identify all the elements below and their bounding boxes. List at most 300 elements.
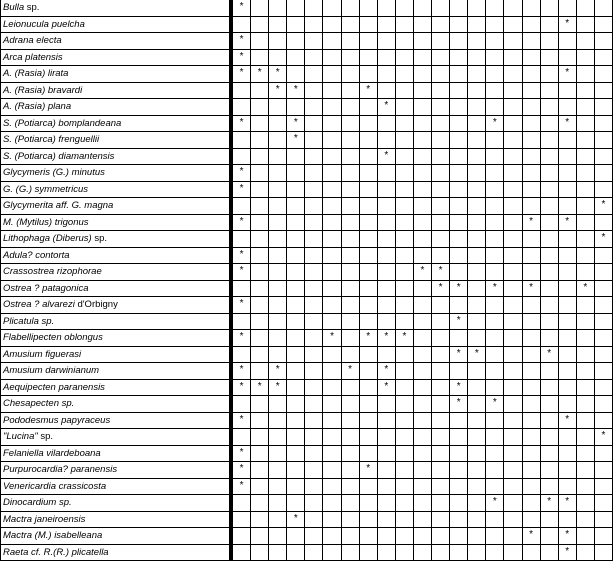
- occurrence-cell: [251, 413, 269, 429]
- occurrence-cell: [305, 363, 323, 379]
- occurrence-cell: [269, 198, 287, 214]
- taxon-name-text: Crassostrea rizophorae: [3, 266, 102, 277]
- taxon-name-text: Glycymerita aff. G. magna: [3, 200, 114, 211]
- occurrence-cell: [595, 512, 613, 528]
- occurrence-cell: [360, 248, 378, 264]
- occurrence-cell: [323, 396, 341, 412]
- occurrence-cell: [541, 479, 559, 495]
- occurrence-cell: [577, 462, 595, 478]
- taxon-name-text: A. (Rasia) bravardi: [3, 84, 83, 96]
- occurrence-cell: [541, 330, 559, 346]
- occurrence-cell: [342, 0, 360, 16]
- occurrence-cell: [323, 446, 341, 462]
- occurrence-cell: [360, 165, 378, 181]
- occurrence-cell: [504, 396, 522, 412]
- occurrence-cell: [323, 528, 341, 544]
- occurrence-cell: [251, 33, 269, 49]
- occurrence-cell: [414, 248, 432, 264]
- occurrence-cell: [577, 17, 595, 33]
- occurrence-cell: [468, 83, 486, 99]
- occurrence-cell: [287, 182, 305, 198]
- occurrence-cell: [396, 50, 414, 66]
- taxon-name: [0, 132, 229, 148]
- occurrence-cell: [541, 132, 559, 148]
- occurrence-cell: [251, 231, 269, 247]
- occurrence-cell: [450, 50, 468, 66]
- occurrence-cell: [486, 545, 504, 561]
- occurrence-cell: [378, 198, 396, 214]
- occurrence-cell: [233, 347, 251, 363]
- occurrence-mark: *: [233, 182, 251, 198]
- taxon-name: [0, 182, 229, 198]
- occurrence-cell: [396, 314, 414, 330]
- occurrence-cell: [269, 0, 287, 16]
- occurrence-cell: [595, 396, 613, 412]
- occurrence-cell: [541, 528, 559, 544]
- occurrence-cell: [287, 264, 305, 280]
- occurrence-cell: [233, 429, 251, 445]
- occurrence-cell: [577, 50, 595, 66]
- occurrence-cell: [342, 330, 360, 346]
- occurrence-cell: [251, 396, 269, 412]
- occurrence-cell: [323, 545, 341, 561]
- occurrence-cell: [378, 116, 396, 132]
- taxon-name-text: Felaniella vilardeboana: [3, 447, 101, 459]
- occurrence-cell: [233, 99, 251, 115]
- occurrence-cell: [432, 429, 450, 445]
- occurrence-cell: [541, 50, 559, 66]
- occurrence-cell: [577, 132, 595, 148]
- occurrence-cell: [468, 380, 486, 396]
- occurrence-cell: [432, 545, 450, 561]
- occurrence-cell: [504, 528, 522, 544]
- occurrence-mark: *: [287, 512, 305, 528]
- occurrence-mark: *: [559, 17, 577, 33]
- occurrence-cell: [287, 462, 305, 478]
- occurrence-cell: [523, 429, 541, 445]
- occurrence-cell: [523, 66, 541, 82]
- occurrence-cell: [287, 149, 305, 165]
- occurrence-cell: [468, 429, 486, 445]
- occurrence-cell: [432, 231, 450, 247]
- taxon-name-text: Plicatula sp.: [3, 315, 55, 327]
- occurrence-cell: [269, 396, 287, 412]
- occurrence-cell: [559, 429, 577, 445]
- occurrence-cell: [251, 297, 269, 313]
- occurrence-mark: *: [233, 297, 251, 313]
- occurrence-cell: [559, 446, 577, 462]
- occurrence-cell: [342, 281, 360, 297]
- occurrence-mark: *: [378, 99, 396, 115]
- occurrence-cell: [450, 528, 468, 544]
- occurrence-cell: [468, 281, 486, 297]
- occurrence-cell: [305, 0, 323, 16]
- occurrence-cell: [342, 149, 360, 165]
- occurrence-cell: [269, 132, 287, 148]
- taxon-name-suffix: d'Orbigny: [74, 299, 118, 310]
- occurrence-cell: [269, 462, 287, 478]
- taxon-name: [0, 446, 229, 462]
- occurrence-cell: [342, 66, 360, 82]
- table-row: [0, 83, 613, 100]
- occurrence-cell: [360, 231, 378, 247]
- occurrence-cell: [323, 512, 341, 528]
- table-row: [0, 17, 613, 34]
- occurrence-cell: [251, 528, 269, 544]
- occurrence-cell: [504, 182, 522, 198]
- occurrence-cell: [468, 528, 486, 544]
- occurrence-cell: [323, 149, 341, 165]
- occurrence-cell: [486, 330, 504, 346]
- occurrence-cell: [414, 545, 432, 561]
- occurrence-cell: [414, 429, 432, 445]
- occurrence-cell: [378, 248, 396, 264]
- occurrence-cell: [559, 462, 577, 478]
- occurrence-cell: [541, 297, 559, 313]
- occurrence-cell: [342, 396, 360, 412]
- table-row: [0, 314, 613, 331]
- table-row: [0, 462, 613, 479]
- taxon-name: [0, 215, 229, 231]
- occurrence-cell: [468, 248, 486, 264]
- occurrence-cell: [323, 198, 341, 214]
- taxon-name-text: Dinocardium sp.: [3, 497, 72, 508]
- occurrence-cell: [323, 429, 341, 445]
- occurrence-cell: [342, 231, 360, 247]
- taxon-name-text: A. (Rasia) plana: [3, 101, 72, 112]
- occurrence-cell: [432, 33, 450, 49]
- occurrence-cell: [595, 83, 613, 99]
- occurrence-cell: [504, 479, 522, 495]
- occurrence-cell: [396, 281, 414, 297]
- table-row: [0, 446, 613, 463]
- occurrence-cell: [559, 380, 577, 396]
- occurrence-mark: *: [251, 380, 269, 396]
- occurrence-cell: [504, 66, 522, 82]
- occurrence-cell: [305, 99, 323, 115]
- occurrence-cell: [305, 132, 323, 148]
- occurrence-cell: [378, 429, 396, 445]
- occurrence-cell: [378, 396, 396, 412]
- occurrence-cell: [559, 231, 577, 247]
- occurrence-cell: [541, 462, 559, 478]
- occurrence-cell: [450, 66, 468, 82]
- occurrence-cell: [577, 198, 595, 214]
- occurrence-cell: [323, 347, 341, 363]
- occurrence-cell: [414, 215, 432, 231]
- occurrence-cell: [305, 215, 323, 231]
- occurrence-cell: [432, 413, 450, 429]
- occurrence-cell: [287, 413, 305, 429]
- occurrence-cell: [396, 363, 414, 379]
- occurrence-cell: [396, 99, 414, 115]
- occurrence-cell: [541, 264, 559, 280]
- occurrence-cell: [577, 429, 595, 445]
- occurrence-cell: [504, 413, 522, 429]
- occurrence-cell: [305, 446, 323, 462]
- occurrence-cell: [269, 231, 287, 247]
- occurrence-cell: [541, 545, 559, 561]
- occurrence-cell: [269, 165, 287, 181]
- table-row: [0, 50, 613, 67]
- occurrence-cell: [414, 17, 432, 33]
- occurrence-cell: [595, 182, 613, 198]
- occurrence-mark: *: [432, 264, 450, 280]
- taxon-name-text: Amusium figuerasi: [3, 348, 82, 360]
- occurrence-cell: [559, 33, 577, 49]
- occurrence-cell: [251, 347, 269, 363]
- taxon-name: [0, 264, 229, 280]
- occurrence-cell: [396, 462, 414, 478]
- occurrence-cell: [432, 17, 450, 33]
- table-row: [0, 330, 613, 347]
- occurrence-cell: [360, 363, 378, 379]
- occurrence-cell: [378, 528, 396, 544]
- occurrence-cell: [251, 446, 269, 462]
- occurrence-cell: [486, 380, 504, 396]
- occurrence-cell: [233, 17, 251, 33]
- occurrence-mark: *: [233, 33, 251, 49]
- occurrence-cell: [287, 215, 305, 231]
- occurrence-cell: [378, 413, 396, 429]
- occurrence-cell: [323, 66, 341, 82]
- occurrence-cell: [396, 413, 414, 429]
- occurrence-cell: [414, 495, 432, 511]
- occurrence-cell: [305, 248, 323, 264]
- occurrence-cell: [414, 413, 432, 429]
- occurrence-cell: [342, 50, 360, 66]
- occurrence-mark: *: [432, 281, 450, 297]
- occurrence-cell: [486, 446, 504, 462]
- occurrence-cell: [468, 198, 486, 214]
- occurrence-cell: [486, 512, 504, 528]
- occurrence-cell: [342, 413, 360, 429]
- taxon-name: [0, 297, 229, 313]
- occurrence-cell: [468, 396, 486, 412]
- occurrence-mark: *: [269, 66, 287, 82]
- occurrence-cell: [486, 198, 504, 214]
- occurrence-cell: [486, 462, 504, 478]
- occurrence-cell: [396, 33, 414, 49]
- occurrence-cell: [269, 528, 287, 544]
- occurrence-cell: [468, 446, 486, 462]
- occurrence-cell: [541, 281, 559, 297]
- occurrence-cell: [504, 297, 522, 313]
- occurrence-cell: [287, 99, 305, 115]
- table-row: [0, 165, 613, 182]
- occurrence-cell: [342, 462, 360, 478]
- occurrence-cell: [504, 149, 522, 165]
- occurrence-cell: [450, 99, 468, 115]
- occurrence-cell: [287, 396, 305, 412]
- occurrence-cell: [541, 429, 559, 445]
- table-row: [0, 215, 613, 232]
- table-row: [0, 248, 613, 265]
- occurrence-mark: *: [486, 116, 504, 132]
- taxon-name-text: Mactra janeiroensis: [3, 513, 86, 525]
- occurrence-cell: [595, 314, 613, 330]
- occurrence-cell: [305, 429, 323, 445]
- taxon-name-suffix: sp.: [24, 2, 40, 13]
- occurrence-cell: [305, 83, 323, 99]
- occurrence-mark: *: [450, 314, 468, 330]
- occurrence-cell: [414, 281, 432, 297]
- occurrence-cell: [323, 413, 341, 429]
- occurrence-cell: [541, 363, 559, 379]
- occurrence-cell: [577, 231, 595, 247]
- table-row: [0, 198, 613, 215]
- occurrence-cell: [287, 281, 305, 297]
- table-row: [0, 0, 613, 17]
- occurrence-cell: [305, 314, 323, 330]
- occurrence-mark: *: [595, 198, 613, 214]
- occurrence-mark: *: [269, 83, 287, 99]
- occurrence-cell: [486, 528, 504, 544]
- occurrence-cell: [450, 83, 468, 99]
- taxon-name-text: Ostrea ? patagonica: [3, 282, 89, 294]
- occurrence-mark: *: [559, 495, 577, 511]
- taxon-name: [0, 479, 229, 495]
- occurrence-cell: [523, 116, 541, 132]
- occurrence-cell: [378, 314, 396, 330]
- occurrence-cell: [360, 66, 378, 82]
- occurrence-cell: [414, 182, 432, 198]
- occurrence-cell: [450, 17, 468, 33]
- taxon-name: [0, 116, 229, 132]
- occurrence-cell: [233, 495, 251, 511]
- occurrence-cell: [305, 512, 323, 528]
- occurrence-mark: *: [378, 149, 396, 165]
- taxon-name-text: M. (Mytilus) trigonus: [3, 216, 89, 228]
- occurrence-cell: [595, 116, 613, 132]
- occurrence-cell: [251, 215, 269, 231]
- occurrence-cell: [360, 314, 378, 330]
- occurrence-cell: [396, 264, 414, 280]
- occurrence-cell: [396, 545, 414, 561]
- occurrence-cell: [432, 83, 450, 99]
- occurrence-cell: [450, 149, 468, 165]
- occurrence-cell: [360, 429, 378, 445]
- occurrence-cell: [432, 462, 450, 478]
- occurrence-cell: [269, 215, 287, 231]
- occurrence-cell: [523, 132, 541, 148]
- occurrence-cell: [323, 248, 341, 264]
- occurrence-cell: [305, 50, 323, 66]
- occurrence-cell: [523, 231, 541, 247]
- occurrence-cell: [396, 149, 414, 165]
- occurrence-cell: [541, 215, 559, 231]
- occurrence-cell: [342, 33, 360, 49]
- occurrence-mark: *: [233, 215, 251, 231]
- occurrence-cell: [378, 182, 396, 198]
- occurrence-cell: [251, 330, 269, 346]
- taxon-name-suffix: sp.: [37, 431, 54, 442]
- occurrence-cell: [432, 314, 450, 330]
- occurrence-cell: [360, 281, 378, 297]
- occurrence-cell: [360, 528, 378, 544]
- occurrence-cell: [577, 330, 595, 346]
- occurrence-cell: [251, 281, 269, 297]
- occurrence-mark: *: [287, 116, 305, 132]
- occurrence-cell: [360, 50, 378, 66]
- occurrence-cell: [595, 50, 613, 66]
- occurrence-cell: [342, 528, 360, 544]
- occurrence-cell: [323, 17, 341, 33]
- occurrence-cell: [559, 330, 577, 346]
- occurrence-cell: [305, 495, 323, 511]
- occurrence-cell: [432, 50, 450, 66]
- occurrence-cell: [269, 314, 287, 330]
- occurrence-cell: [504, 99, 522, 115]
- occurrence-cell: [360, 512, 378, 528]
- occurrence-cell: [323, 83, 341, 99]
- occurrence-cell: [577, 512, 595, 528]
- taxon-name-text: S. (Potiarca) frenguellii: [3, 134, 100, 145]
- taxon-name: [0, 33, 229, 49]
- table-row: [0, 380, 613, 397]
- occurrence-mark: *: [559, 66, 577, 82]
- occurrence-cell: [323, 0, 341, 16]
- occurrence-cell: [251, 363, 269, 379]
- occurrence-cell: [269, 264, 287, 280]
- table-row: [0, 347, 613, 364]
- occurrence-cell: [504, 545, 522, 561]
- taxon-name-text: Venericardia crassicosta: [3, 480, 107, 492]
- occurrence-cell: [450, 429, 468, 445]
- taxon-name-text: Chesapecten sp.: [3, 398, 75, 409]
- occurrence-cell: [523, 380, 541, 396]
- occurrence-cell: [450, 132, 468, 148]
- occurrence-cell: [414, 231, 432, 247]
- occurrence-cell: [577, 33, 595, 49]
- occurrence-cell: [541, 446, 559, 462]
- occurrence-cell: [432, 297, 450, 313]
- occurrence-cell: [323, 33, 341, 49]
- occurrence-cell: [360, 413, 378, 429]
- occurrence-mark: *: [233, 413, 251, 429]
- occurrence-cell: [305, 149, 323, 165]
- occurrence-cell: [504, 33, 522, 49]
- occurrence-cell: [287, 165, 305, 181]
- occurrence-cell: [450, 446, 468, 462]
- occurrence-mark: *: [287, 83, 305, 99]
- occurrence-cell: [269, 429, 287, 445]
- occurrence-cell: [251, 248, 269, 264]
- occurrence-cell: [342, 198, 360, 214]
- taxon-name: [0, 198, 229, 214]
- occurrence-cell: [269, 99, 287, 115]
- taxon-name: [0, 495, 229, 511]
- taxon-name: [0, 330, 229, 346]
- occurrence-cell: [432, 363, 450, 379]
- occurrence-cell: [468, 66, 486, 82]
- occurrence-mark: *: [450, 396, 468, 412]
- occurrence-cell: [414, 50, 432, 66]
- occurrence-cell: [396, 17, 414, 33]
- taxon-name: [0, 66, 229, 82]
- occurrence-cell: [486, 248, 504, 264]
- occurrence-cell: [378, 17, 396, 33]
- occurrence-cell: [305, 116, 323, 132]
- occurrence-cell: [559, 281, 577, 297]
- occurrence-cell: [414, 512, 432, 528]
- occurrence-cell: [595, 248, 613, 264]
- occurrence-cell: [342, 165, 360, 181]
- occurrence-cell: [595, 17, 613, 33]
- occurrence-cell: [559, 165, 577, 181]
- occurrence-cell: [396, 512, 414, 528]
- occurrence-cell: [414, 149, 432, 165]
